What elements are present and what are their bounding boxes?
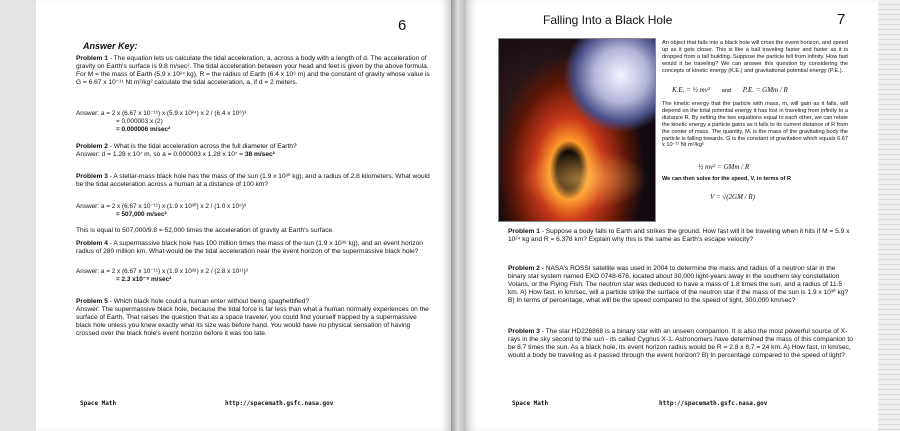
left-page [36, 0, 451, 431]
potential-energy-formula: P.E. = GMm / R [742, 86, 788, 94]
problem-label: Problem 4 [76, 240, 108, 247]
answer-result: = 507,000 m/sec² [116, 211, 167, 218]
answer-line: Answer: a = 2 x (6.67 x 10⁻¹¹) x (1.9 x 10³⁸) x 2 / (2.8 x 10¹¹)³ [76, 268, 248, 275]
answer-text: Answer: The supermassive black hole, because the tidal force is far less than what a human normally experiences on the surface of Earth. That raises the question that as a space traveler, you could find yourself trapped by a supermassive black hole unless you knew exactly what its size was before hand. You would have no physical sensation of having crossed over the black hole's event horizon before it was too late. [76, 306, 429, 337]
page-number: 7 [837, 11, 846, 28]
book-gutter [451, 0, 466, 431]
problem-2 [508, 265, 854, 305]
problem-text: - Which black hole could a human enter without being spaghettified? [107, 298, 310, 305]
answer-line: Answer: a = 2 x (6.67 x 10⁻¹¹) x (5.9 x 10²⁴) x 2 / (6.4 x 10⁶)³ [76, 110, 247, 117]
problem-text: - The equation lets us calculate the tidal acceleration, a, across a body with a length of d. The acceleration of gravity on Earth's surface is 9.8 m/sec². The tidal acceleration between your head and feet is given by the above formula. For M = the mass of Earth (5.9 x 10²⁴ kg), R = the radius of Earth (6.4 x 10⁶ m) and the constant of gravity whose value is G = 6.67 x 10⁻¹¹ Nt m²/kg² calculate the tidal acceleration, a, if d = 2 meters. [76, 55, 430, 86]
page-title: Falling Into a Black Hole [543, 13, 673, 27]
answer-line: Answer: d = 1.28 x 10⁷ m, so a = 0.000003 x 1.28 x 10⁷ = [76, 151, 245, 158]
problem-4 [76, 240, 432, 256]
problem-3-answer [76, 203, 432, 219]
formula-and: and [721, 88, 732, 94]
problem-label: Problem 1 [508, 228, 540, 235]
problem-5 [76, 298, 432, 338]
problem-2 [76, 143, 432, 159]
problem-label: Problem 5 [76, 298, 108, 305]
problem-label: Problem 1 [76, 55, 108, 62]
intro-text: An object that falls into a black hole will cross the event horizon, and speed up as it gets closer. This is like a ball traveling faster and faster as it is dropped from a tall building. Suppose the particle fell from infinity. How fast would it be traveling? We can answer this question by considering the concepts of kinetic energy (K.E.) and gravitational potential energy (P.E.). [662, 40, 848, 74]
problem-text: - Suppose a body falls to Earth and strikes the ground. How fast will it be traveling when it hits if M = 5.9 x 10²⁴ kg and R = 6.378 km? Explain why this is the same as Earth's escape velocity? [508, 228, 850, 243]
problem-3 [508, 328, 854, 360]
footer-brand: Space Math [80, 400, 117, 407]
velocity-formula: V = √(2GM / R) [710, 193, 755, 201]
footer-url[interactable]: http://spacemath.gsfc.nasa.gov [225, 400, 334, 407]
answer-line: = 0.000003 x (2) [116, 118, 163, 125]
answer-key-heading: Answer Key: [83, 41, 138, 51]
problem-label: Problem 2 [508, 265, 540, 272]
problem-1 [76, 55, 432, 87]
problem-label: Problem 3 [76, 173, 108, 180]
kinetic-energy-formula: K.E. = ½ mv² [672, 86, 710, 94]
footer-brand: Space Math [512, 400, 549, 407]
right-page [466, 0, 878, 431]
problem-1-answer [76, 110, 432, 134]
problem-text: - A stellar-mass black hole has the mass of the sun (1.9 x 10³⁰ kg), and a radius of 2.8 kilometers. What would be the tidal acceleration across a human at a distance of 100 km? [76, 173, 430, 188]
solve-text: We can then solve for the speed, V, in terms of R [662, 176, 791, 182]
footer-url[interactable]: http://spacemath.gsfc.nasa.gov [659, 400, 768, 407]
black-hole-illustration [498, 38, 656, 222]
problem-text: - The star HD226868 is a binary star with an unseen companion. It is also the most powerful source of X-rays in the sky second to the sun - its called Cygnus X-1. Astronomers have determined the mass of this companion to be 8.7 times the sun. As a black hole, its event horizon radius would be R = 2.8 x 8.7 = 24 km. A) How fast, in km/sec, would a body be traveling as it passed through the event horizon? B) In percentage compared to the speed of light? [508, 328, 853, 359]
answer-result: = 2.3 x10⁻⁸ m/sec² [116, 276, 172, 283]
page-number: 6 [398, 17, 407, 34]
problem-text: - What is the tidal acceleration across the full diameter of Earth? [107, 143, 297, 150]
problem-3 [76, 173, 432, 189]
derivation-text: The kinetic energy that the particle with mass, m, will gain as it falls, will depend on the total potential energy it has lost in traveling from infinity to a distance R. By setting the two equations equal to each other, we can relate the kinetic energy a particle gains as it falls to its current distance of R from the center of mass. The quantity, M, is the mass of the gravitating body the particle is falling towards. G is the constant of gravitation which equals 6.67 x 10⁻¹¹ Nt m²/kg² [662, 101, 848, 149]
answer-result: 38 m/sec² [244, 151, 275, 158]
answer-result: = 0.000006 m/sec² [116, 126, 171, 133]
problem-text: - A supermassive black hole has 100 million times the mass of the sun (1.9 x 10³⁸ kg), and an event horizon radius of 280 million km. What would be the tidal acceleration near the event horizon of the supermassive black hole? [76, 240, 423, 255]
answer-line: Answer: a = 2 x (6.67 x 10⁻¹¹) x (1.9 x 10³⁰) x 2 / (1.0 x 10⁵)³ [76, 203, 247, 210]
page-edge-strip [878, 0, 900, 431]
energy-equation: ½ mv² = GMm / R [698, 163, 750, 171]
problem-label: Problem 3 [508, 328, 540, 335]
problem-1 [508, 228, 854, 244]
problem-4-answer [76, 268, 432, 284]
energy-formulas [672, 86, 848, 94]
problem-3-note: This is equal to 507,000/9.8 = 52,000 times the acceleration of gravity at Earth's surface. [76, 227, 335, 234]
problem-text: - NASA's ROSSI satellite was used in 2004 to determine the mass and radius of a neutron star in the binary star system named EXO 0748-676, located about 30,000 light-years away in the southern sky constellation Volans, or the Flying Fish. The neutron star was deduced to have a mass of 1.8 times the sun, and a radius of 11.5 km. A) How fast, in km/sec, will a particle strike the surface of the neutron star if the mass of the sun is 1.9 x 10³⁰ kg? B) In terms of percentage, what will be the speed compared to the speed of light, 300,000 km/sec? [508, 265, 849, 304]
problem-label: Problem 2 [76, 143, 108, 150]
